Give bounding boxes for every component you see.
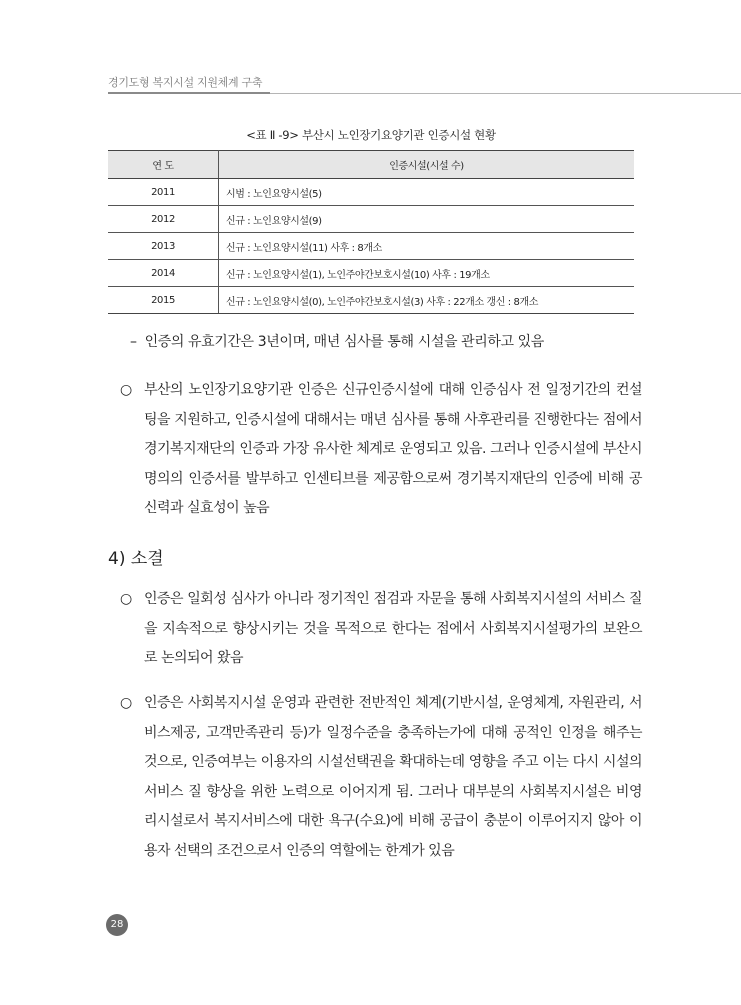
dash-item-text: 인증의 유효기간은 3년이며, 매년 심사를 통해 시설을 관리하고 있음 (144, 334, 544, 350)
header-rule (270, 93, 741, 94)
cell-year: 2014 (108, 260, 219, 287)
table-caption: <표 Ⅱ -9> 부산시 노인장기요양기관 인증시설 현황 (246, 128, 496, 142)
table-header-row (108, 151, 634, 179)
cell-year: 2013 (108, 233, 219, 260)
cell-year: 2011 (108, 179, 219, 206)
section-heading: 4) 소결 (108, 549, 164, 569)
conclusion-paragraph-text: 인증은 일회성 심사가 아니라 정기적인 점검과 자문을 통해 사회복지시설의 서비스 질을 지속적으로 향상시키는 것을 목적으로 한다는 점에서 사회복지시설평가의 보완으로 논의되어 왔음 (144, 591, 642, 666)
circle-bullet-icon: ○ (120, 695, 132, 711)
dash-marker: – (130, 334, 137, 350)
cell-facilities: 신규 : 노인요양시설(9) (219, 206, 635, 233)
cell-year: 2015 (108, 287, 219, 314)
table-row (108, 206, 634, 233)
cell-facilities: 신규 : 노인요양시설(0), 노인주야간보호시설(3) 사후 : 22개소 갱신 : 8개소 (219, 287, 635, 314)
cell-facilities: 신규 : 노인요양시설(11) 사후 : 8개소 (219, 233, 635, 260)
header-year: 연 도 (108, 151, 219, 179)
circle-bullet-icon: ○ (120, 382, 132, 398)
busan-paragraph-text: 부산의 노인장기요양기관 인증은 신규인증시설에 대해 인증심사 전 일정기간의 컨설팅을 지원하고, 인증시설에 대해서는 매년 심사를 통해 사후관리를 진행한다는 점에서 경기복지재단의 인증과 가장 유사한 체계로 운영되고 있음. 그러나 인증시설에 부산시 명의의 인증서를 발부하고 인센티브를 제공함으로써 경기복지재단의 인증에 비해 공신력과 실효성이 높음 (144, 382, 642, 516)
dash-item (130, 331, 544, 351)
header-rule-accent (108, 92, 270, 94)
cell-facilities: 시범 : 노인요양시설(5) (219, 179, 635, 206)
page-number-badge: 28 (106, 914, 128, 936)
running-head: 경기도형 복지시설 지원체계 구축 (108, 76, 263, 89)
cell-facilities: 신규 : 노인요양시설(1), 노인주야간보호시설(10) 사후 : 19개소 (219, 260, 635, 287)
header-facilities: 인증시설(시설 수) (219, 151, 635, 179)
table-row (108, 179, 634, 206)
cell-year: 2012 (108, 206, 219, 233)
table-row (108, 233, 634, 260)
certification-table (108, 150, 634, 314)
table-row (108, 260, 634, 287)
conclusion-paragraph-text: 인증은 사회복지시설 운영과 관련한 전반적인 체계(기반시설, 운영체계, 자원관리, 서비스제공, 고객만족관리 등)가 일정수준을 충족하는가에 대해 공적인 인정을 해주는 것으로, 인증여부는 이용자의 시설선택권을 확대하는데 영향을 주고 이는 다시 시설의 서비스 질 향상을 위한 노력으로 이어지게 됨. 그러나 대부분의 사회복지시설은 비영리시설로서 복지서비스에 대한 욕구(수요)에 비해 공급이 충분이 이루어지지 않아 이용자 선택의 조건으로서 인증의 역할에는 한계가 있음 (144, 695, 642, 859)
circle-bullet-icon: ○ (120, 591, 132, 607)
table-row (108, 287, 634, 314)
